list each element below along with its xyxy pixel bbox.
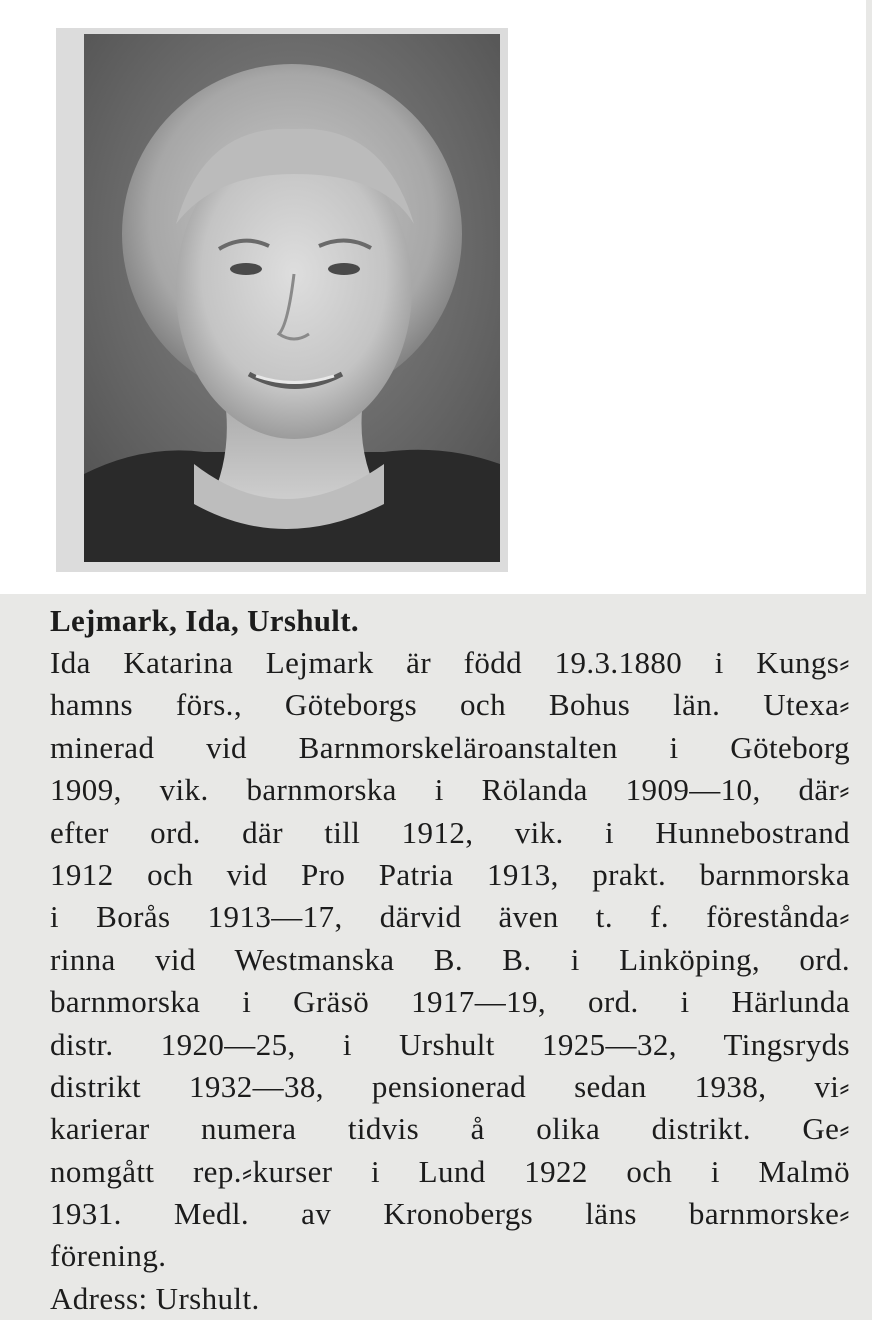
entry-heading: Lejmark, Ida, Urshult. <box>50 603 359 638</box>
body-line: nomgått rep.⸗kurser i Lund 1922 och i Malmö <box>50 1153 850 1189</box>
body-line: distrikt 1932—38, pensionerad sedan 1938, vi⸗ <box>50 1068 850 1104</box>
portrait-icon <box>84 34 500 562</box>
entry-body <box>50 642 850 1320</box>
body-line: förening. <box>50 1238 167 1274</box>
body-line: hamns förs., Göteborgs och Bohus län. Utexa⸗ <box>50 687 850 723</box>
portrait-photo <box>84 34 500 562</box>
body-line: rinna vid Westmanska B. B. i Linköping, ord. <box>50 941 850 977</box>
body-line: 1912 och vid Pro Patria 1913, prakt. barnmorska <box>50 856 850 892</box>
body-line: i Borås 1913—17, därvid även t. f. förestånda⸗ <box>50 899 850 935</box>
body-line: 1909, vik. barnmorska i Rölanda 1909—10, där⸗ <box>50 772 850 808</box>
body-line: distr. 1920—25, i Urshult 1925—32, Tingsryds <box>50 1026 850 1062</box>
body-line: efter ord. där till 1912, vik. i Hunnebostrand <box>50 814 850 850</box>
entry-address: Adress: Urshult. <box>50 1280 260 1316</box>
body-line: Ida Katarina Lejmark är född 19.3.1880 i Kungs⸗ <box>50 645 850 680</box>
biography-entry <box>50 600 850 1320</box>
body-line: barnmorska i Gräsö 1917—19, ord. i Härlunda <box>50 984 850 1020</box>
body-line: 1931. Medl. av Kronobergs läns barnmorske⸗ <box>50 1196 850 1232</box>
body-line: karierar numera tidvis å olika distrikt. Ge⸗ <box>50 1111 850 1147</box>
body-line: minerad vid Barnmorskeläroanstalten i Göteborg <box>50 729 850 765</box>
